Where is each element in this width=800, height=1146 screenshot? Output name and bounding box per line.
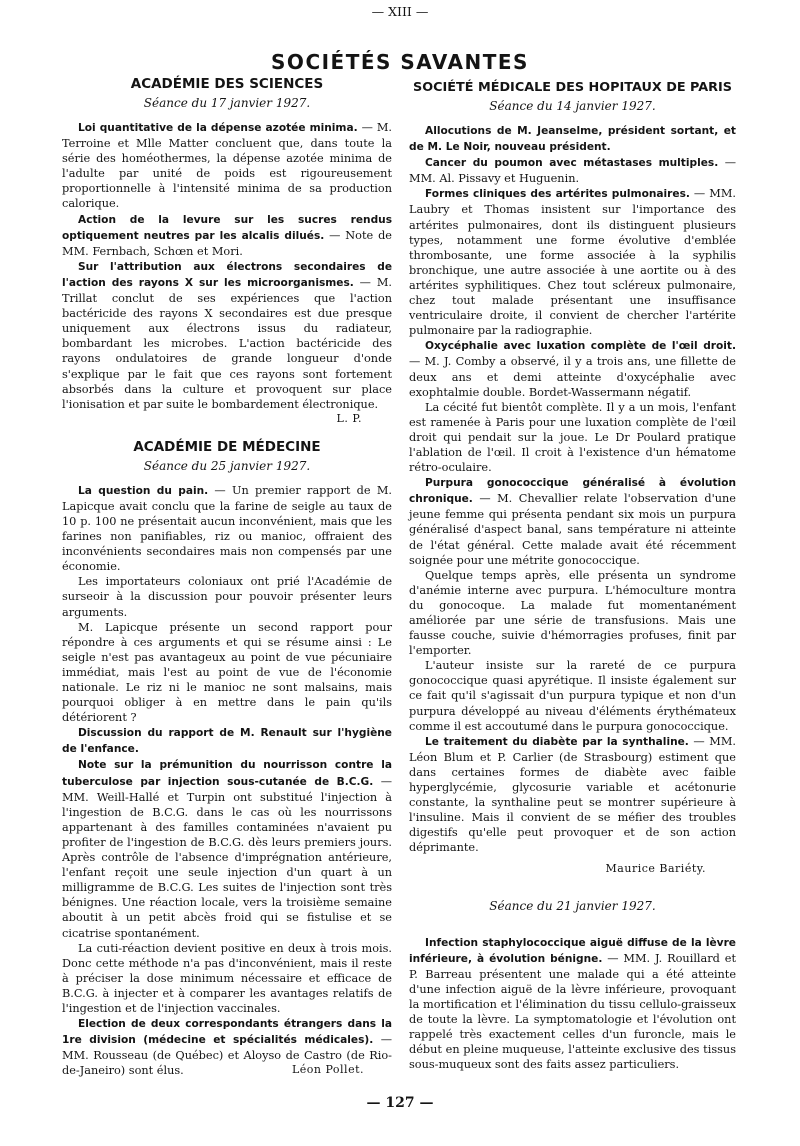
article-paragraph: Action de la levure sur les sucres rendus optiquement neutres par les alcalis dilués. — Note de MM. Fernbach, Schœn et Mori.: [62, 213, 392, 258]
article-paragraph: M. Lapicque présente un second rapport pour répondre à ces arguments et qui se résume ainsi : Le seigle n'est pas avantageux au point de vue pécuniaire immédiat, mais l'est au point de vue de l'économie nationale. Le riz ni le manioc ne sont malsains, mais pourquoi obliger à en mettre dans le pain qu'ils détériorent ?: [62, 620, 392, 725]
article-paragraph: Les importateurs coloniaux ont prié l'Académie de surseoir à la discussion pour pouvoir présenter leurs arguments.: [62, 575, 392, 619]
article-paragraph: La cécité fut bientôt complète. Il y a un mois, l'enfant est ramenée à Paris pour une luxation complète de l'œil droit qui pendait sur la joue. Le Dr Poulard pratique l'ablation de l'œil. Il croit à l'existence d'un hématome rétro-oculaire.: [409, 400, 736, 475]
article-paragraph: La question du pain. — Un premier rapport de M. Lapicque avait conclu que la farine de seigle au taux de 10 p. 100 ne présentait aucun inconvénient, mais que les farines non panifiables, riz ou manioc, offraient des inconvénients secondaires mais non compensés par une économie.: [62, 483, 392, 574]
article-paragraph: Infection staphylococcique aiguë diffuse de la lèvre inférieure, à évolution bénigne. — MM. J. Rouillard et P. Barreau présentent une malade qui a été atteinte d'une infection aiguë de la lèvre inférieure, provoquant la mortification et l'élimination du tissu cellulo-graisseux de toute la lèvre. La symptomatologie et l'évolution ont rappelé très exactement celles d'un furoncle, mais le début en pleine muqueuse, l'atteinte exclusive des tissus sous-muqueux sont des faits assez particuliers.: [409, 936, 737, 1072]
article-paragraph: L'auteur insiste sur la rareté de ce purpura gonococcique quasi apyrétique. Il insiste également sur ce fait qu'il s'agissait d'un purpura typique et non d'un purpura développé au niveau d'éléments érythémateux comme il est accoutumé dans le purpura gonococcique.: [409, 659, 736, 733]
left-column: [62, 76, 392, 1076]
seance-date: Séance du 14 janvier 1927.: [489, 99, 656, 113]
signature: L. P.: [336, 411, 362, 425]
seance-date: Séance du 17 janvier 1927.: [143, 96, 311, 110]
article-paragraph: Quelque temps après, elle présenta un syndrome d'anémie interne avec purpura. L'hémoculture montra du gonocoque. La malade fut momentanément améliorée par une série de transfusions. Mais une fausse couche, suivie d'hémorragies profuses, finit par l'emporter.: [409, 568, 736, 658]
signature: Maurice Bariéty.: [605, 861, 706, 875]
article-paragraph: Cancer du poumon avec métastases multiples. — MM. Al. Pissavy et Huguenin.: [409, 156, 737, 186]
article-paragraph: Election de deux correspondants étrangers dans la 1re division (médecine et spécialités médicales). — MM. Rousseau (de Québec) et Aloyso de Castro (de Rio-de-Janeiro) sont élus.: [62, 1018, 392, 1078]
article-paragraph: Purpura gonococcique généralisé à évolution chronique. — M. Chevallier relate l'observation d'une jeune femme qui présenta pendant six mois un purpura généralisé d'aspect banal, sans température ni atteinte de l'état général. Cette malade avait été récemment soignée pour une métrite gonococcique.: [409, 477, 736, 567]
seance-date: Séance du 21 janvier 1927.: [489, 898, 656, 913]
article-paragraph: Le traitement du diabète par la synthaline. — MM. Léon Blum et P. Carlier (de Strasbourg) estiment que dans certaines formes de diabète avec faible hyperglycémie, glycosurie variable et acétonurie constante, la synthaline peut se montrer supérieure à l'insuline. Mais il convient de se méfier des troubles digestifs qu'elle peut provoquer et de son action déprimante.: [409, 734, 736, 855]
article-paragraph: La cuti-réaction devient positive en deux à trois mois. Donc cette méthode n'a pas d'inconvénient, mais il reste à préciser la dose minimum nécessaire et efficace de B.C.G. à injecter et à comparer les avantages relatifs de l'ingestion et de l'injection vaccinales.: [62, 941, 392, 1015]
seance-date: Séance du 25 janvier 1927.: [143, 458, 311, 473]
page-roman-number: — XIII —: [371, 4, 429, 19]
section-title-academie-medecine: ACADÉMIE DE MÉDECINE: [133, 438, 321, 455]
section-title-academie-sciences: ACADÉMIE DES SCIENCES: [130, 76, 324, 92]
section-title-societe-medicale: SOCIÉTÉ MÉDICALE DES HOPITAUX DE PARIS: [413, 80, 732, 95]
page-number: — 127 —: [366, 1095, 434, 1111]
article-paragraph: Oxycéphalie avec luxation complète de l'œil droit. — M. J. Comby a observé, il y a trois ans, une fillette de deux ans et demi atteinte d'oxycéphalie avec exophtalmie double. Bordet-Wassermann négatif.: [409, 340, 736, 399]
right-column: [409, 80, 736, 1072]
article-paragraph: Formes cliniques des artérites pulmonaires. — MM. Laubry et Thomas insistent sur l'importance des artérites pulmonaires, dont ils distinguent plusieurs types, notamment une forme évolutive d'emblée thrombosante, une forme associée à la syphilis bronchique, une autre associée à une aortite ou à des artérites syphilitiques. Chez tout scléreux pulmonaire, chez tout malade présentant une insuffisance ventriculaire droite, il convient de chercher l'artérite pulmonaire par la radiographie.: [409, 187, 736, 338]
page-title: SOCIÉTÉS SAVANTES: [271, 50, 529, 74]
article-paragraph: Allocutions de M. Jeanselme, président sortant, et de M. Le Noir, nouveau président.: [409, 125, 736, 154]
article-paragraph: Sur l'attribution aux électrons secondaires de l'action des rayons X sur les microorganismes. — M. Trillat conclut de ses expériences que l'action bactéricide des rayons X secondaires est due presque uniquement aux électrons issus du radiateur, bombardant les microbes. L'action bactéricide des rayons ondulatoires de grande longueur d'onde s'explique par le fait que ces rayons sont fortement absorbés dans la culture et provoquent sur place l'ionisation et par suite le bombardement électronique.: [62, 260, 392, 411]
article-paragraph: Note sur la prémunition du nourrisson contre la tuberculose par injection sous-cutanée de B.C.G. — MM. Weill-Hallé et Turpin ont substitué l'injection à l'ingestion de B.C.G. dans le cas où les nourrissons appartenant à des familles contaminées n'avaient pu profiter de l'ingestion de B.C.G. dès leurs premiers jours. Après contrôle de l'absence d'imprégnation antérieure, l'enfant reçoit une seule injection d'un quart à un milligramme de B.C.G. Les suites de l'injection sont très bénignes. Une réaction locale, vers la troisième semaine aboutit à un petit abcès froid qui se fistulise et se cicatrise spontanément.: [62, 759, 392, 940]
article-paragraph: Loi quantitative de la dépense azotée minima. — M. Terroine et Mlle Matter concluent que, dans toute la série des homéothermes, la dépense azotée minima de l'adulte par unité de poids est rigoureusement proportionnelle à l'intensité minima de sa production calorique.: [62, 121, 393, 211]
article-paragraph: Discussion du rapport de M. Renault sur l'hygiène de l'enfance.: [62, 727, 392, 756]
signature: Léon Pollet.: [291, 1063, 364, 1077]
